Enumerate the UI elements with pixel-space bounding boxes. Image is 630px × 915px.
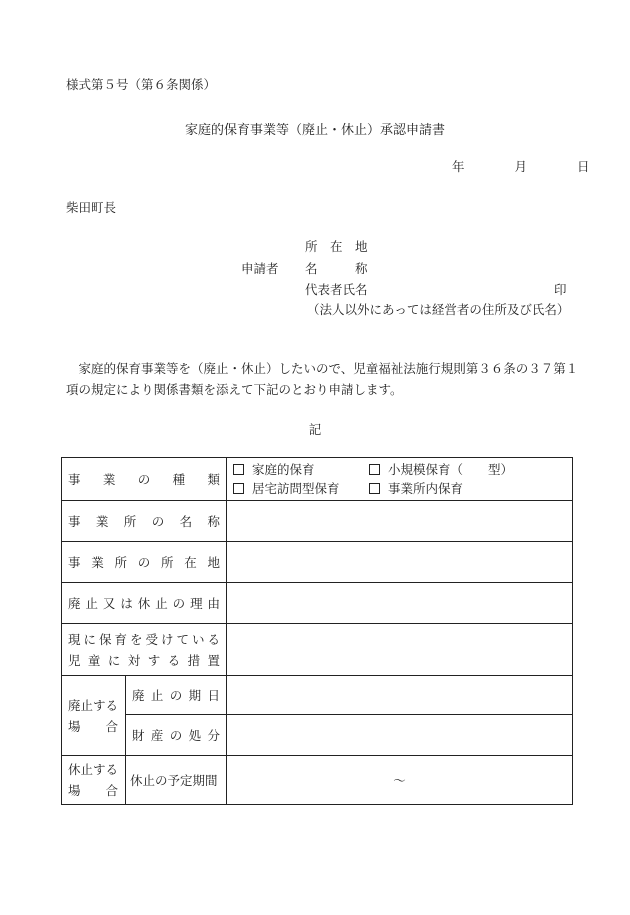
body-text: 家庭的保育事業等を（廃止・休止）したいので、児童福祉法施行規則第３６条の３７第１項の規定により関係書類を添えて下記のとおり申請します。 [66,361,579,397]
option-workplace[interactable]: 事業所内保育 [369,479,463,498]
suspend-period-field[interactable] [227,756,573,805]
table-row-property [62,715,573,756]
table-row-measures [62,624,573,676]
property-disposal-label: 財産の処分 [126,715,227,756]
facility-address-field[interactable] [227,542,573,583]
table-row-facility-address [62,542,573,583]
checkbox-icon[interactable] [233,464,244,475]
applicant-note: （法人以外にあっては経営者の住所及び氏名） [307,302,570,317]
ki-heading: 記 [308,422,322,437]
application-table [61,457,573,805]
seal-mark: 印 [554,282,567,297]
option-small-scale[interactable]: 小規模保育（ 型） [369,460,513,479]
table-row-reason [62,583,573,624]
option-home-visit[interactable]: 居宅訪問型保育 [233,479,369,498]
table-row-suspend [62,756,573,805]
applicant-label: 申請者 [241,261,279,276]
business-type-label: 事業の種類 [62,458,227,501]
applicant-name-label: 名 称 [305,261,368,276]
table-row-business-type [62,458,573,501]
business-type-options [227,458,573,501]
option-home-based[interactable]: 家庭的保育 [233,460,369,479]
checkbox-icon[interactable] [233,483,244,494]
reason-field[interactable] [227,583,573,624]
document-title: 家庭的保育事業等（廃止・休止）承認申請書 [184,123,445,138]
measures-field[interactable] [227,624,573,676]
form-number: 様式第５号（第６条関係） [66,77,217,92]
checkbox-icon[interactable] [369,483,380,494]
date-year: 年 [452,159,465,174]
tilde-separator: ～ [393,773,406,788]
reason-label: 廃止又は休止の理由 [62,583,227,624]
checkbox-icon[interactable] [369,464,380,475]
property-disposal-field[interactable] [227,715,573,756]
date-month: 月 [514,159,527,174]
measures-label: 現に保育を受けている 児童に対する措置 [62,624,227,676]
abolish-date-label: 廃止の期日 [126,676,227,715]
abolish-date-field[interactable] [227,676,573,715]
representative-label: 代表者氏名 [305,282,368,297]
abolish-case-label: 廃止する 場 合 [62,676,126,756]
table-row-facility-name [62,501,573,542]
date-line [452,157,589,175]
suspend-case-label: 休止する 場 合 [62,756,126,805]
table-row-abolish-date [62,676,573,715]
date-day: 日 [576,159,590,174]
suspend-period-label: 休止の予定期間 [126,756,227,805]
addressee: 柴田町長 [66,200,117,215]
facility-name-label: 事業所の名称 [62,501,227,542]
applicant-address-label: 所 在 地 [305,239,368,254]
facility-name-field[interactable] [227,501,573,542]
facility-address-label: 事業所の所在地 [62,542,227,583]
